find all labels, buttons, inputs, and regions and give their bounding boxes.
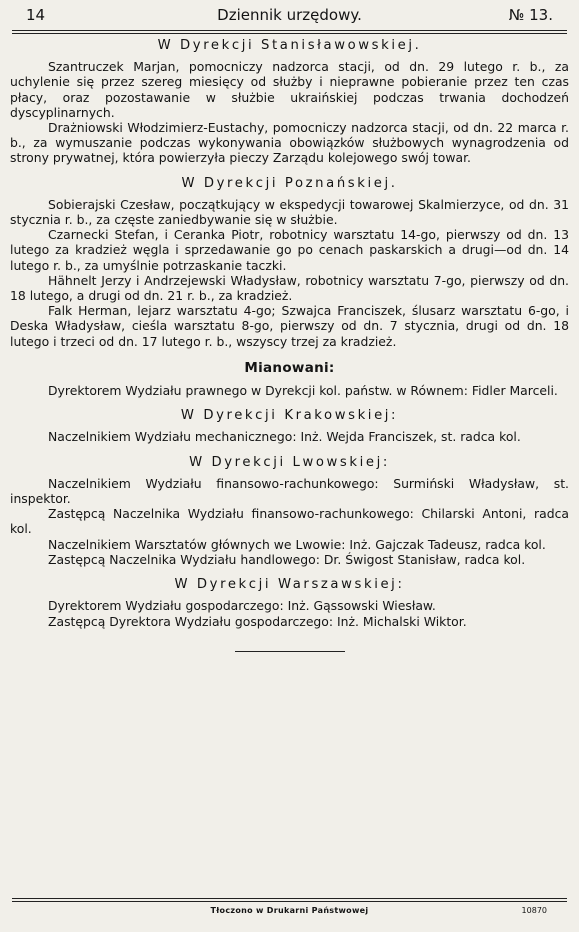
header-rule-bottom (12, 33, 567, 34)
footer-rule-bottom (12, 901, 567, 902)
entry-gajczak: Naczelnikiem Warsztatów głównych we Lwowie: Inż. Gajczak Tadeusz, radca kol. (48, 536, 546, 552)
entry-fidler: Dyrektorem Wydziału prawnego w Dyrekcji kol. państw. w Równem: Fidler Marceli. (48, 383, 558, 399)
entry-michalski: Zastępcą Dyrektora Wydziału gospodarczego: Inż. Michalski Wiktor. (48, 613, 467, 629)
entry-chilarski: Zastępcą Naczelnika Wydziału finansowo-rachunkowego: Chilarski Antoni, radca kol. (10, 506, 569, 537)
footer-rule-top (12, 898, 567, 899)
entry-surminski: Naczelnikiem Wydziału finansowo-rachunkowego: Surmiński Władysław, st. inspektor. (10, 475, 569, 507)
entry-drazniowski: Drażniowski Włodzimierz-Eustachy, pomocniczy nadzorca stacji, od dn. 22 marca r. b., za wymuszanie podczas wykonywania obowiązków służbowych wynagrodzenia od strony prywatnej, która powierzyła pieczy Zarządu kolejowego swój towar. (10, 120, 569, 166)
entry-hahnelt: Hähnelt Jerzy i Andrzejewski Władysław, robotnicy warsztatu 7-go, pierwszy od dn. 18 lutego, a drugi od dn. 21 r. b., za kradzież. (10, 272, 569, 304)
entry-falk: Falk Herman, lejarz warsztatu 4-go; Szwajca Franciszek, ślusarz warsztatu 6-go, i Deska Władysław, cieśla warsztatu 8-go, pierwszy od dn. 7 stycznia, drugi od dn. 18 lutego i trzeci od dn. 17 lutego r. b., wszyscy trzej za kradzież. (10, 303, 569, 349)
section-heading-krakow: W Dyrekcji Krakowskiej: (180, 408, 399, 424)
section-heading-poznan: W Dyrekcji Poznańskiej. (181, 175, 398, 191)
issue-number: № 13. (508, 6, 553, 24)
entry-wejda: Naczelnikiem Wydziału mechanicznego: Inż. Wejda Franciszek, st. radca kol. (48, 429, 521, 445)
page-header (12, 4, 567, 26)
page-number: 14 (26, 6, 46, 24)
end-divider (235, 651, 345, 652)
section-heading-stanislawow: W Dyrekcji Stanisławowskiej. (157, 38, 422, 53)
entry-szantruczek: Szantruczek Marjan, pomocniczy nadzorca stacji, od dn. 29 lutego r. b., za uchylenie się przez szereg miesięcy od służby i nieprawne pobieranie przez ten czas płacy, oraz pozostawanie w służbie ukraińskiej podczas trwania dochodzeń dyscyplinarnych. (10, 59, 569, 120)
document-body (10, 38, 569, 652)
appointments-heading: Mianowani: (244, 359, 335, 376)
section-heading-warszawa: W Dyrekcji Warszawskiej: (174, 577, 405, 593)
journal-title: Dziennik urzędowy. (217, 6, 362, 24)
entry-czarnecki: Czarnecki Stefan, i Ceranka Piotr, robotnicy warsztatu 14-go, pierwszy od dn. 13 lutego za kradzież węgla i sprzedawanie go po cenach paskarskich a drugi—od dn. 14 lutego r. b., za umyślnie potrzaskanie taczki. (10, 227, 569, 273)
entry-sobierajski: Sobierajski Czesław, początkujący w ekspedycji towarowej Skalmierzyce, od dn. 31 stycznia r. b., za częste zaniedbywanie się w służbie. (10, 196, 569, 228)
header-rule-top (12, 30, 567, 31)
entry-gassowski: Dyrektorem Wydziału gospodarczego: Inż. Gąssowski Wiesław. (48, 598, 436, 614)
section-heading-lwow: W Dyrekcji Lwowskiej: (189, 454, 390, 470)
printer-imprint: Tłoczono w Drukarni Państwowej (210, 906, 369, 915)
print-code: 10870 (521, 906, 547, 915)
entry-swigost: Zastępcą Naczelnika Wydziału handlowego: Dr. Świgost Stanisław, radca kol. (48, 551, 526, 567)
